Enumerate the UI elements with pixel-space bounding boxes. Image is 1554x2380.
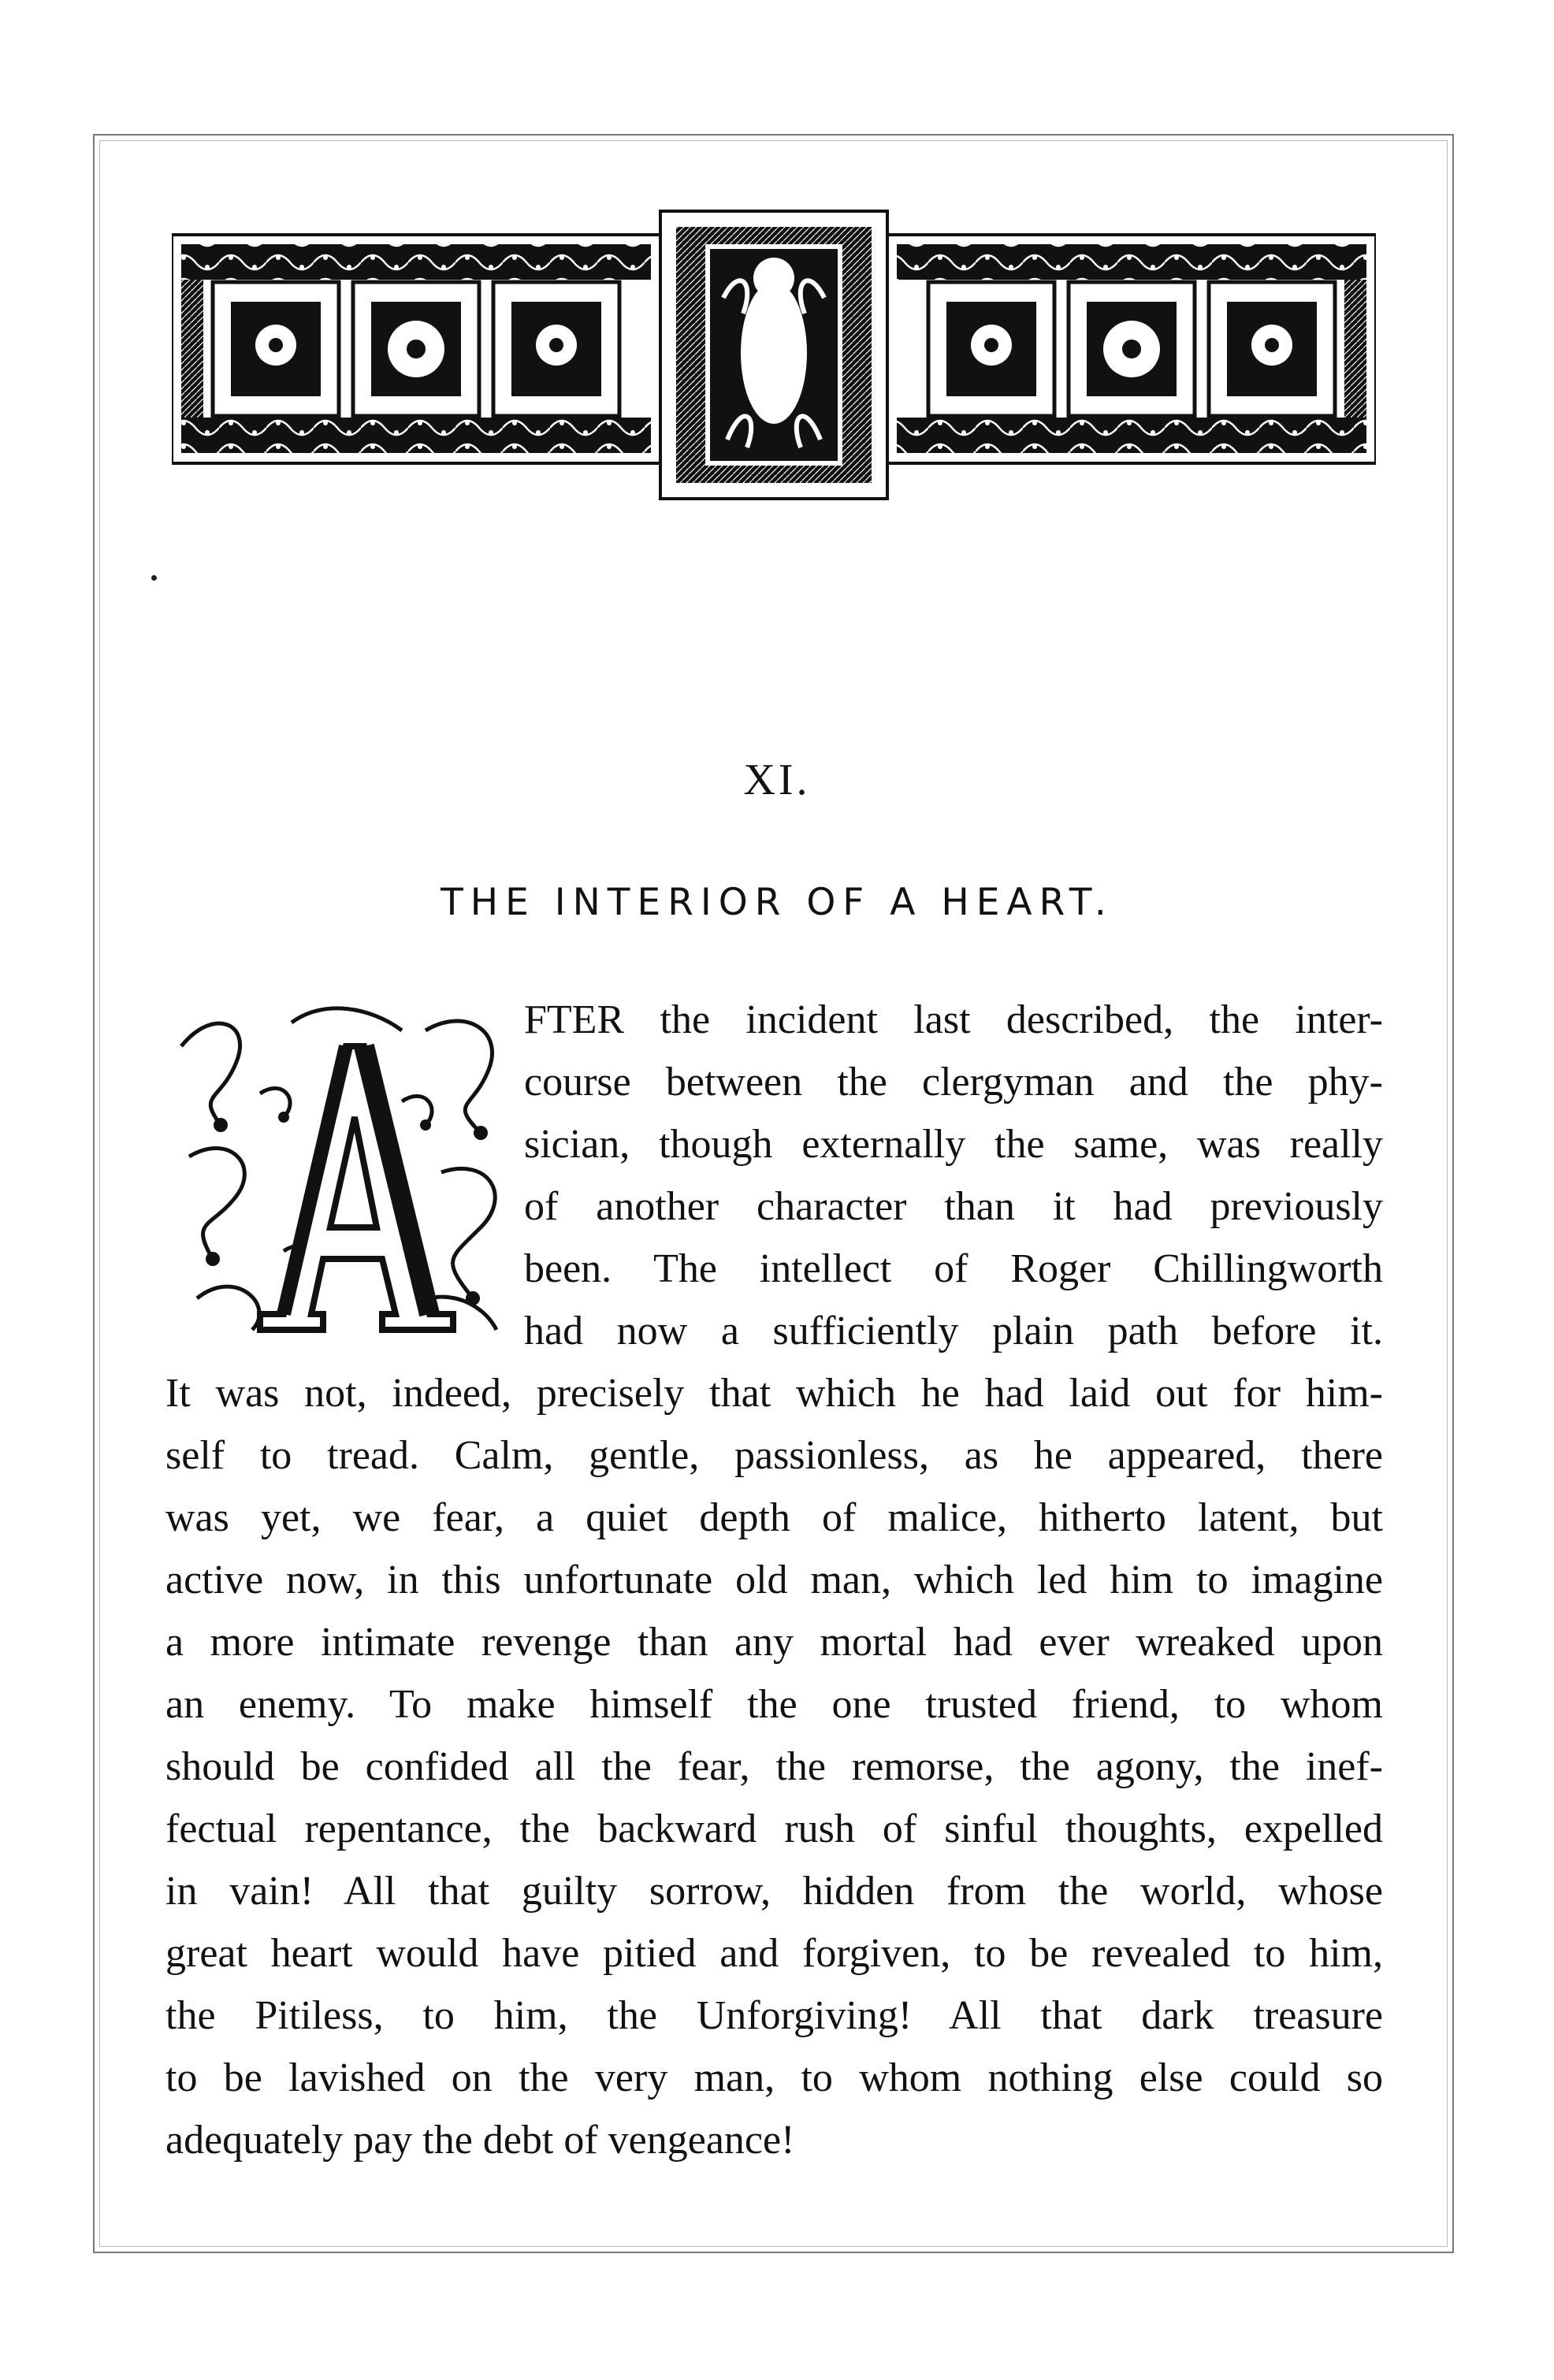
- text-line: great heart would have pitied and forgiven, to be revealed to him,: [165, 1931, 1383, 1976]
- stray-ink-dot: [151, 575, 157, 581]
- text-line: been. The intellect of Roger Chillingworth: [524, 1246, 1383, 1291]
- text-line: had now a sufficiently plain path before it.: [524, 1309, 1383, 1353]
- ornamental-headpiece: [172, 203, 1376, 507]
- text-line: fectual repentance, the backward rush of sinful thoughts, expelled: [165, 1806, 1383, 1851]
- text-line: to be lavished on the very man, to whom nothing else could so: [165, 2055, 1383, 2100]
- chapter-number: XI.: [743, 756, 811, 804]
- text-line: active now, in this unfortunate old man, which led him to imagine: [165, 1558, 1383, 1602]
- chapter-title: THE INTERIOR OF A HEART.: [441, 881, 1113, 924]
- text-line: sician, though externally the same, was really: [524, 1122, 1383, 1167]
- text-line: an enemy. To make himself the one trusted friend, to whom: [165, 1682, 1383, 1727]
- text-line: self to tread. Calm, gentle, passionless, as he appeared, there: [165, 1433, 1383, 1478]
- text-line: in vain! All that guilty sorrow, hidden from the world, whose: [165, 1869, 1383, 1914]
- decorative-drop-cap: [165, 999, 526, 1346]
- text-line: FTER the incident last described, the inter-: [524, 997, 1383, 1042]
- text-line: It was not, indeed, precisely that which he had laid out for him-: [165, 1371, 1383, 1416]
- text-line: should be confided all the fear, the remorse, the agony, the inef-: [165, 1744, 1383, 1789]
- text-line: adequately pay the debt of vengeance!: [165, 2118, 795, 2163]
- text-line: was yet, we fear, a quiet depth of malice, hitherto latent, but: [165, 1495, 1383, 1540]
- text-line: the Pitiless, to him, the Unforgiving! All that dark treasure: [165, 1993, 1383, 2038]
- text-line: of another character than it had previously: [524, 1184, 1383, 1229]
- text-line: course between the clergyman and the phy-: [524, 1060, 1383, 1105]
- text-line: a more intimate revenge than any mortal had ever wreaked upon: [165, 1620, 1383, 1665]
